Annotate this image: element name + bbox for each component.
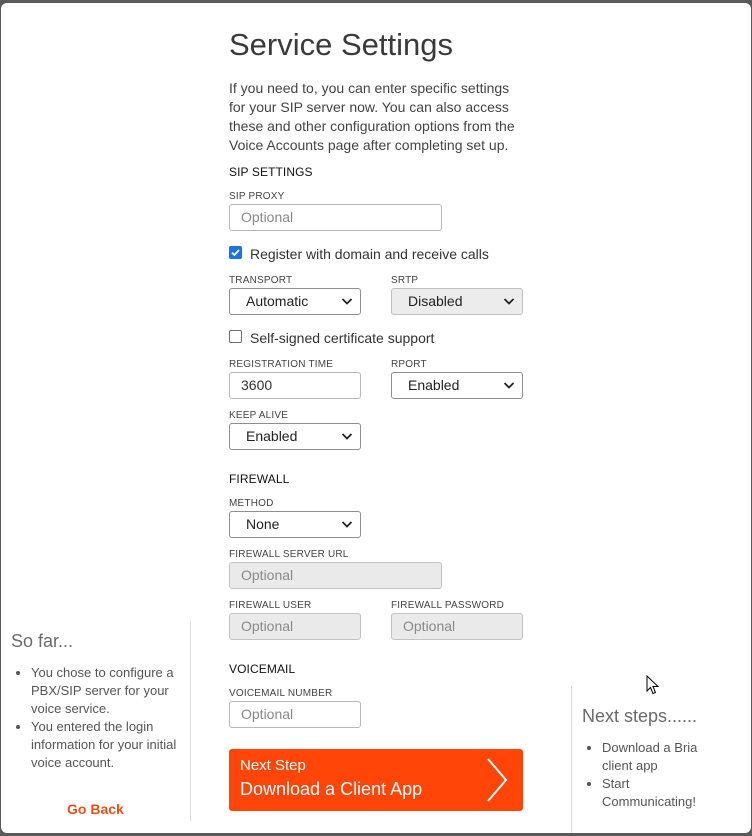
chevron-down-icon <box>341 297 353 306</box>
sofar-divider <box>190 621 191 821</box>
firewall-password-label: FIREWALL PASSWORD <box>391 600 505 611</box>
firewall-method-select[interactable] <box>229 511 361 538</box>
firewall-user-label: FIREWALL USER <box>229 600 312 611</box>
firewall-method-label: METHOD <box>229 498 274 509</box>
list-item: • Start Communicating! <box>602 775 722 811</box>
next-step-action-label: Download a Client App <box>240 779 423 799</box>
next-steps-list <box>582 739 722 811</box>
sofar-panel <box>11 631 181 772</box>
rport-label: RPORT <box>391 359 427 370</box>
rport-select[interactable] <box>391 372 523 399</box>
chevron-down-icon <box>503 381 515 390</box>
list-item: • You entered the login information for your initial voice account. <box>31 718 181 772</box>
sip-proxy-label: SIP PROXY <box>229 191 285 202</box>
srtp-value: Disabled <box>408 293 463 309</box>
keep-alive-select[interactable] <box>229 423 361 450</box>
rport-value: Enabled <box>408 377 460 393</box>
setup-modal <box>1 3 751 833</box>
firewall-user-input[interactable]: Optional <box>229 613 361 640</box>
next-steps-panel <box>582 706 722 811</box>
checkmark-icon <box>230 247 241 258</box>
chevron-right-icon <box>485 757 509 803</box>
self-signed-checkbox[interactable] <box>229 330 242 343</box>
intro-text: If you need to, you can enter specific settings for your SIP server now. You can also access these and other configuration options from the Voice Accounts page after completing set up. <box>229 80 515 153</box>
sip-settings-heading: SIP SETTINGS <box>229 165 313 179</box>
sofar-heading: So far... <box>11 631 74 651</box>
firewall-password-input[interactable]: Optional <box>391 613 523 640</box>
register-checkbox-label: Register with domain and receive calls <box>250 246 489 262</box>
transport-label: TRANSPORT <box>229 275 293 286</box>
firewall-heading: FIREWALL <box>229 472 290 486</box>
list-item: • Download a Bria client app <box>602 739 722 775</box>
voicemail-number-input[interactable]: Optional <box>229 701 361 728</box>
registration-time-input[interactable]: 3600 <box>229 372 361 399</box>
mouse-cursor-icon <box>646 675 660 695</box>
firewall-server-input[interactable]: Optional <box>229 562 442 589</box>
voicemail-heading: VOICEMAIL <box>229 662 296 676</box>
self-signed-checkbox-label: Self-signed certificate support <box>250 330 435 346</box>
sip-proxy-input[interactable]: Optional <box>229 204 442 231</box>
next-steps-heading: Next steps...... <box>582 706 698 726</box>
list-item: • You chose to configure a PBX/SIP server for your voice service. <box>31 664 181 718</box>
chevron-down-icon <box>503 297 515 306</box>
transport-value: Automatic <box>246 293 309 309</box>
keep-alive-value: Enabled <box>246 428 298 444</box>
next-step-label: Next Step <box>240 757 306 774</box>
next-step-button[interactable] <box>229 749 523 811</box>
registration-time-label: REGISTRATION TIME <box>229 359 334 370</box>
chevron-down-icon <box>341 432 353 441</box>
next-steps-divider <box>571 686 572 833</box>
srtp-select[interactable] <box>391 288 523 315</box>
srtp-label: SRTP <box>391 275 419 286</box>
go-back-link[interactable]: Go Back <box>67 801 124 817</box>
sofar-list <box>11 664 181 772</box>
firewall-server-label: FIREWALL SERVER URL <box>229 549 349 560</box>
keep-alive-label: KEEP ALIVE <box>229 410 289 421</box>
firewall-method-value: None <box>246 516 280 532</box>
register-checkbox[interactable] <box>229 246 242 259</box>
page-title: Service Settings <box>229 27 453 62</box>
chevron-down-icon <box>341 520 353 529</box>
voicemail-number-label: VOICEMAIL NUMBER <box>229 688 333 699</box>
transport-select[interactable] <box>229 288 361 315</box>
